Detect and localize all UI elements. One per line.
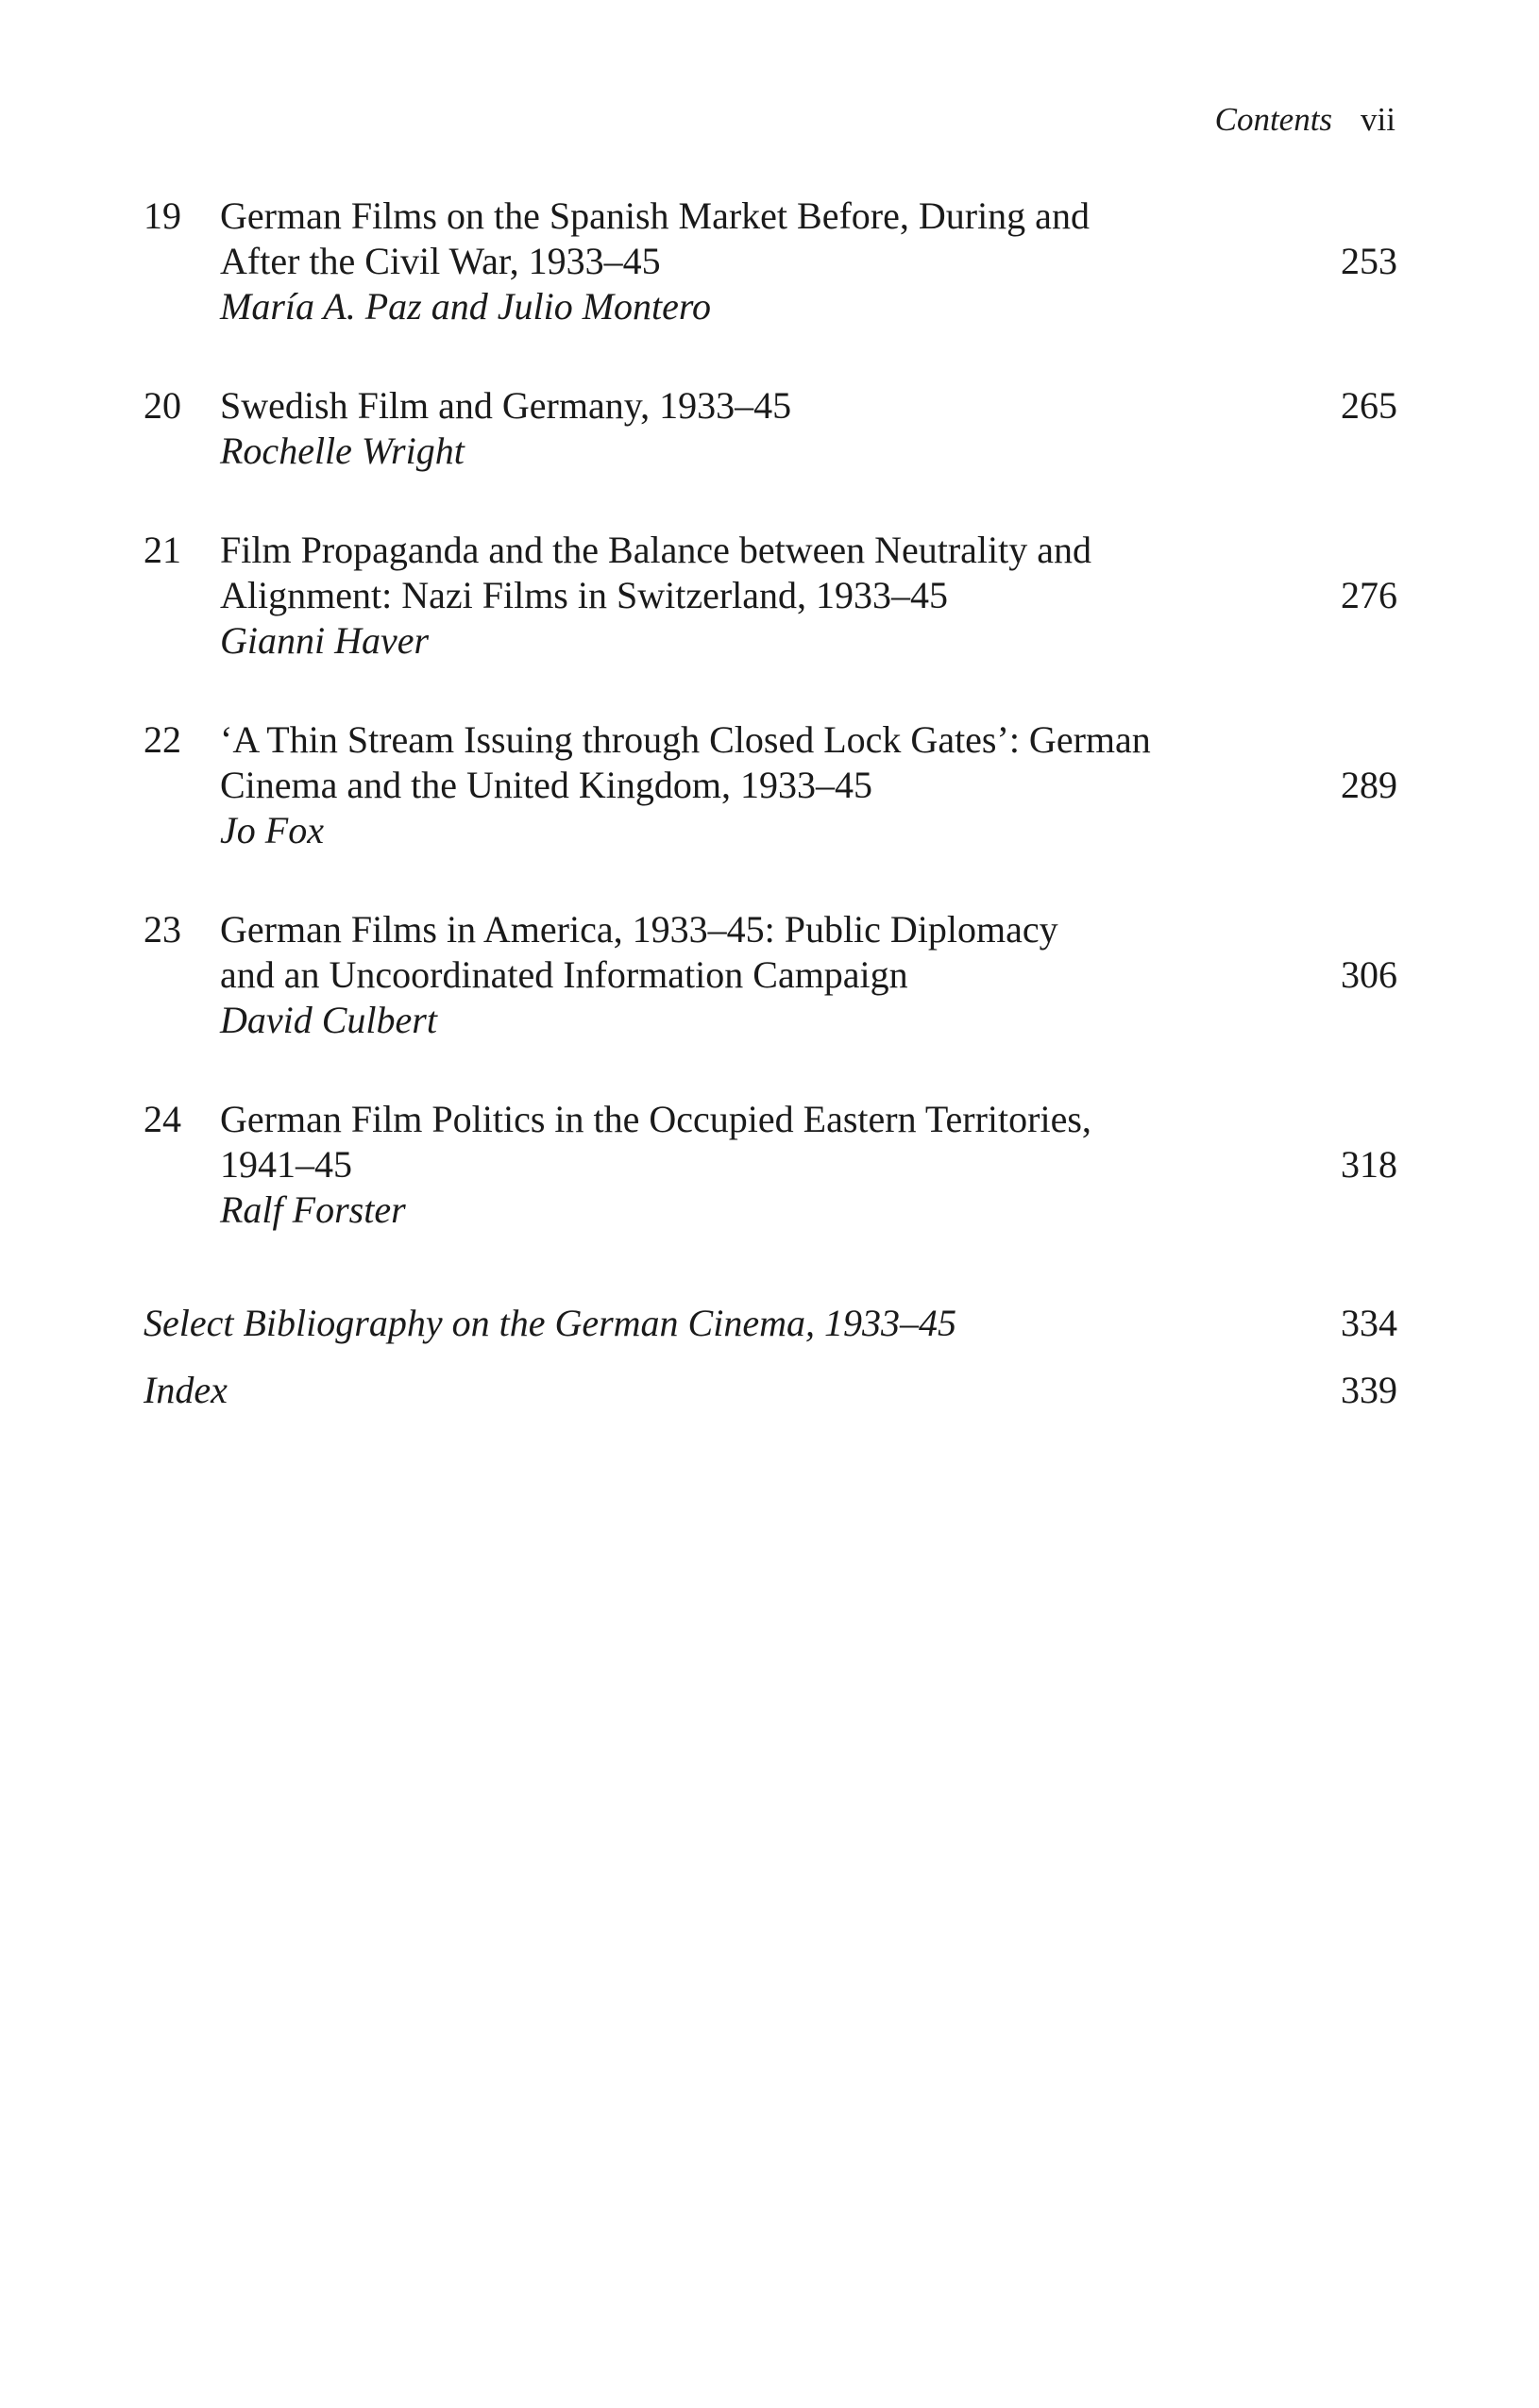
chapter-page-number: 253 <box>1341 240 1397 282</box>
chapter-page-number: 306 <box>1341 953 1397 996</box>
chapter-author: David Culbert <box>220 999 437 1041</box>
running-header-page-number: vii <box>1361 101 1395 138</box>
toc-entry[interactable] <box>144 194 1397 329</box>
chapter-title-line: German Film Politics in the Occupied Eastern Territories, <box>220 1098 1091 1140</box>
toc-entry[interactable] <box>144 717 1397 853</box>
chapter-number: 24 <box>144 1098 181 1140</box>
chapter-title-line: Swedish Film and Germany, 1933–45 <box>220 384 792 427</box>
chapter-title-line: Alignment: Nazi Films in Switzerland, 1933–45 <box>220 574 949 616</box>
chapter-page-number: 289 <box>1341 764 1397 806</box>
chapter-title-line: German Films on the Spanish Market Before, During and <box>220 194 1090 237</box>
chapter-number: 21 <box>144 529 181 571</box>
backmatter-title: Select Bibliography on the German Cinema, 1933–45 <box>144 1302 956 1344</box>
backmatter-entry-bibliography[interactable] <box>144 1301 1397 1346</box>
chapter-author: María A. Paz and Julio Montero <box>220 285 711 328</box>
chapter-page-number: 318 <box>1341 1143 1397 1186</box>
chapter-author: Gianni Haver <box>220 619 430 662</box>
chapter-number: 22 <box>144 718 181 761</box>
chapter-title-line: Film Propaganda and the Balance between Neutrality and <box>220 529 1092 571</box>
backmatter-page-number: 334 <box>1341 1302 1397 1344</box>
chapter-number: 23 <box>144 908 181 951</box>
running-header <box>1215 100 1395 140</box>
chapter-title-line: Cinema and the United Kingdom, 1933–45 <box>220 764 873 806</box>
chapter-page-number: 276 <box>1341 574 1397 616</box>
backmatter-entry-index[interactable] <box>144 1368 1397 1413</box>
toc-entry[interactable] <box>144 383 1397 474</box>
backmatter-page-number: 339 <box>1341 1369 1397 1411</box>
backmatter-title: Index <box>144 1369 228 1411</box>
toc-entry[interactable] <box>144 907 1397 1043</box>
chapter-title-line: 1941–45 <box>220 1143 352 1186</box>
chapter-title-line: After the Civil War, 1933–45 <box>220 240 661 282</box>
chapter-title-line: ‘A Thin Stream Issuing through Closed Lock Gates’: German <box>220 718 1151 761</box>
chapter-author: Rochelle Wright <box>220 429 465 472</box>
chapter-page-number: 265 <box>1341 384 1397 427</box>
running-header-section: Contents <box>1214 101 1333 138</box>
chapter-author: Ralf Forster <box>220 1188 406 1231</box>
chapter-title-line: German Films in America, 1933–45: Public Diplomacy <box>220 908 1058 951</box>
toc-entry[interactable] <box>144 1097 1397 1233</box>
chapter-number: 19 <box>144 194 181 237</box>
chapter-author: Jo Fox <box>220 809 324 851</box>
chapter-number: 20 <box>144 384 181 427</box>
chapter-title-line: and an Uncoordinated Information Campaign <box>220 953 908 996</box>
toc-entry[interactable] <box>144 528 1397 664</box>
table-of-contents <box>144 194 1397 1233</box>
